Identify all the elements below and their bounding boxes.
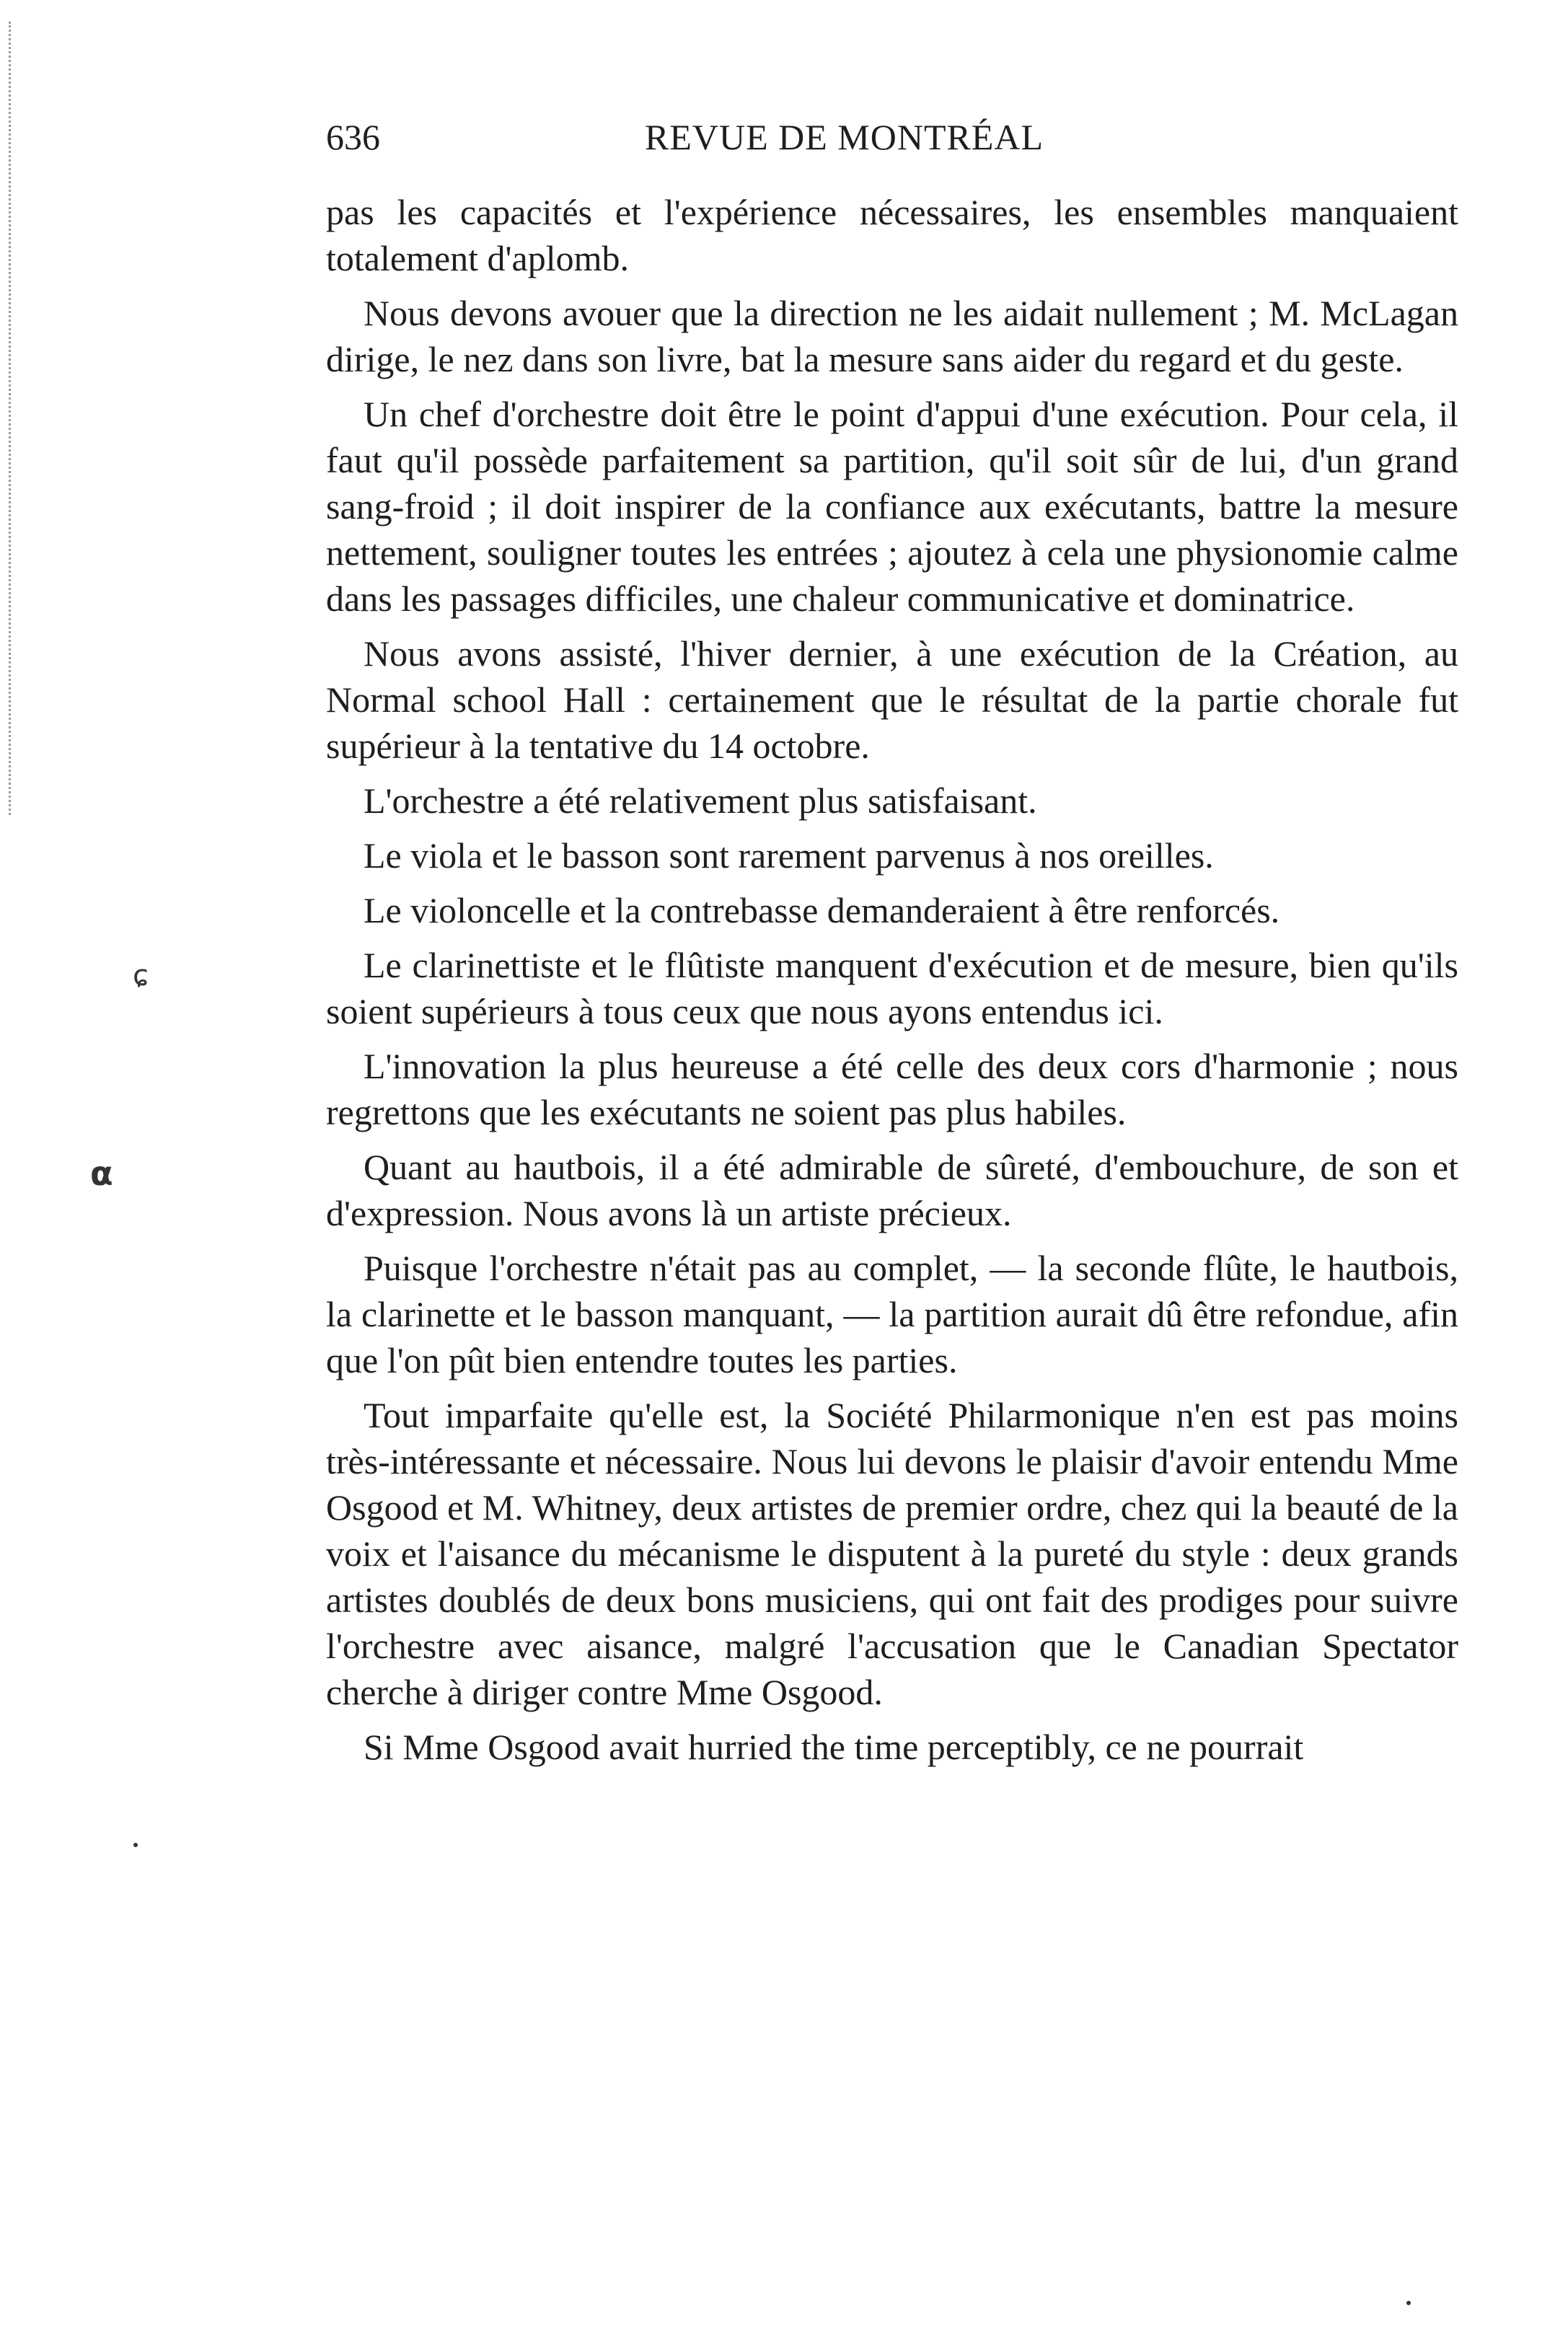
page-number: 636 — [326, 117, 380, 157]
body-text — [326, 189, 1458, 1779]
paragraph: Nous devons avouer que la direction ne les aidait nullement ; M. McLagan dirige, le nez dans son livre, bat la mesure sans aider du regard et du geste. — [326, 293, 1458, 379]
paragraph: Si Mme Osgood avait hurried the time perceptibly, ce ne pourrait — [364, 1727, 1304, 1767]
paragraph: pas les capacités et l'expérience nécessaires, les ensembles manquaient totalement d'aplomb. — [326, 192, 1458, 278]
paragraph: Le violoncelle et la contrebasse demanderaient à être renforcés. — [364, 890, 1280, 930]
page-header — [326, 108, 1451, 166]
paragraph: Quant au hautbois, il a été admirable de sûreté, d'embouchure, de son et d'expression. Nous avons là un artiste précieux. — [326, 1147, 1458, 1233]
page-edge-shadow — [9, 22, 24, 815]
margin-mark: α — [90, 1154, 113, 1193]
margin-mark: ɕ — [133, 959, 149, 992]
paragraph: L'orchestre a été relativement plus satisfaisant. — [364, 780, 1037, 821]
paragraph: Un chef d'orchestre doit être le point d'appui d'une exécution. Pour cela, il faut qu'il possède parfaitement sa partition, qu'il soit sûr de lui, d'un grand sang-froid ; il doit inspirer de la confiance aux exécutants, battre la mesure nettement, souligner toutes les entrées ; ajoutez à cela une physionomie calme dans les passages difficiles, une chaleur communicative et dominatrice. — [326, 394, 1458, 619]
speck — [1406, 2301, 1411, 2305]
speck — [133, 1843, 138, 1847]
running-title: REVUE DE MONTRÉAL — [645, 117, 1044, 157]
paragraph: L'innovation la plus heureuse a été celle des deux cors d'harmonie ; nous regrettons que les exécutants ne soient pas plus habiles. — [326, 1046, 1458, 1132]
paragraph: Nous avons assisté, l'hiver dernier, à une exécution de la Création, au Normal school Hall : certainement que le résultat de la partie chorale fut supérieur à la tentative du 14 octobre. — [326, 633, 1458, 766]
paragraph: Tout imparfaite qu'elle est, la Société Philarmonique n'en est pas moins très-intéressante et nécessaire. Nous lui devons le plaisir d'avoir entendu Mme Osgood et M. Whitney, deux artistes de premier ordre, chez qui la beauté de la voix et l'aisance du mécanisme le disputent à la pureté du style : deux grands artistes doublés de deux bons musiciens, qui ont fait des prodiges pour suivre l'orchestre avec aisance, malgré l'accusation que le Canadian Spectator cherche à diriger contre Mme Osgood. — [326, 1395, 1458, 1712]
paragraph: Le viola et le basson sont rarement parvenus à nos oreilles. — [364, 835, 1214, 876]
paragraph: Le clarinettiste et le flûtiste manquent d'exécution et de mesure, bien qu'ils soient supérieurs à tous ceux que nous ayons entendus ici. — [326, 945, 1458, 1031]
paragraph: Puisque l'orchestre n'était pas au complet, — la seconde flûte, le hautbois, la clarinette et le basson manquant, — la partition aurait dû être refondue, afin que l'on pût bien entendre toutes les parties. — [326, 1248, 1458, 1380]
